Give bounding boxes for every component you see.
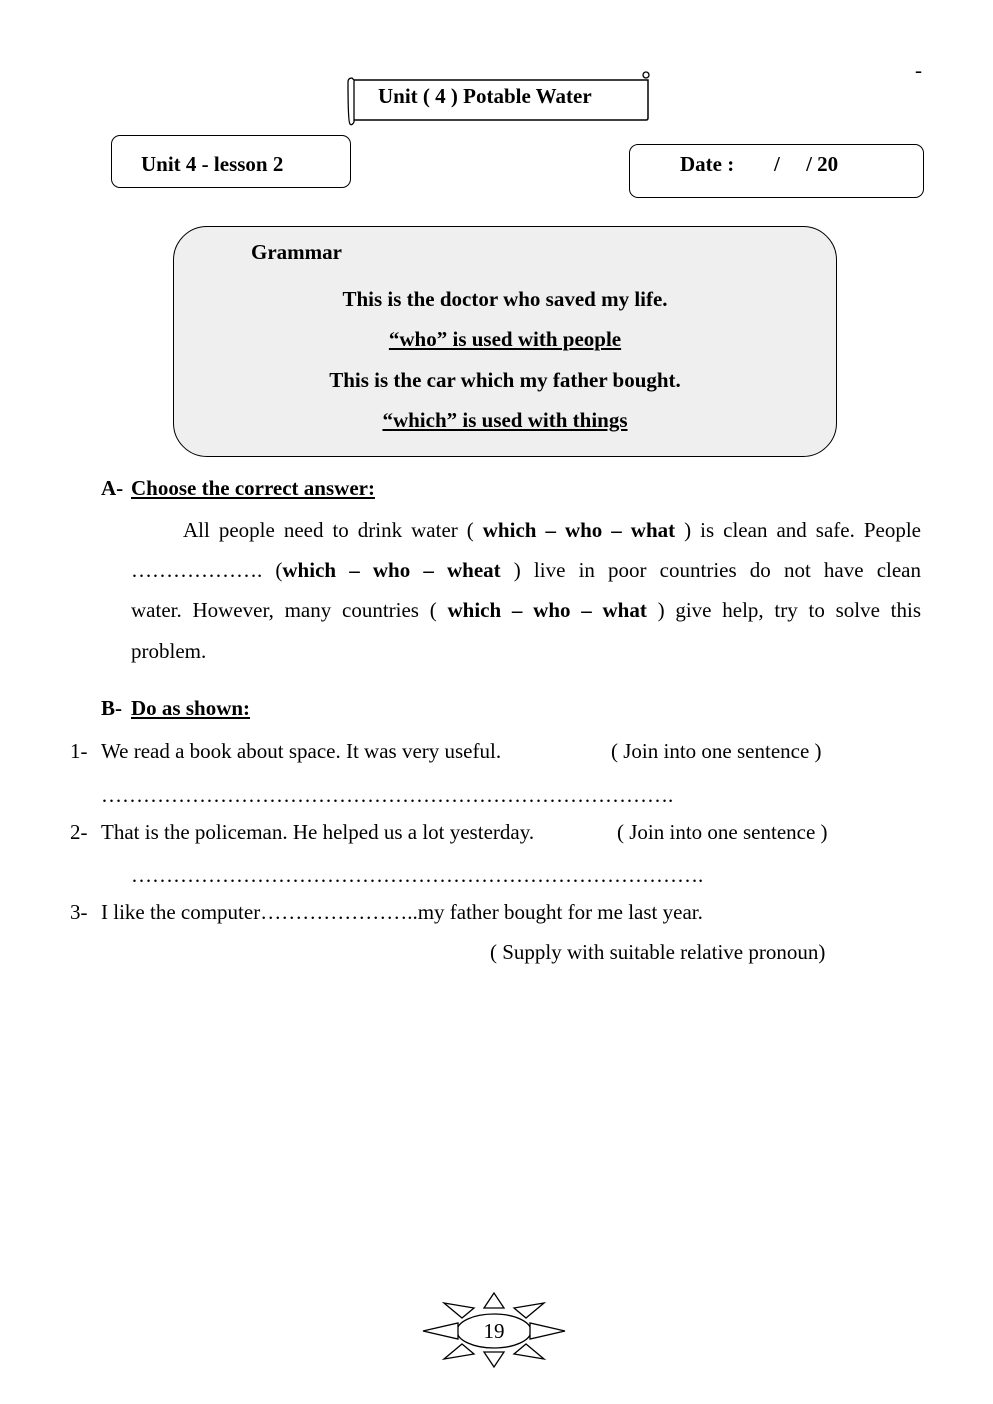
date-value: / / 20 (774, 152, 839, 176)
item-3-instruction: ( Supply with suitable relative pronoun) (490, 940, 826, 964)
item-1-number: 1- (70, 739, 88, 763)
passage-line-3 (131, 598, 921, 623)
text: All people need to drink water ( (183, 518, 483, 542)
lesson-label: Unit 4 - lesson 2 (141, 152, 284, 176)
item-3-text: I like the computer…………………..my father bought for me last year. (101, 900, 703, 924)
section-b-title: Do as shown: (131, 696, 251, 720)
blank: ………………. ( (131, 558, 283, 582)
date-label: Date : (680, 152, 735, 176)
section-b-label: B- (101, 696, 122, 720)
text: ) is clean and safe. People (675, 518, 921, 542)
corner-mark: - (915, 58, 922, 82)
item-2-number: 2- (70, 820, 88, 844)
item-2-answer-line[interactable]: ………………………………………………………………………. (131, 863, 704, 887)
grammar-example-2: This is the car which my father bought. (329, 368, 681, 392)
item-1-answer-line[interactable]: ………………………………………………………………………. (101, 783, 674, 807)
passage-line-2 (131, 558, 921, 583)
unit-title: Unit ( 4 ) Potable Water (378, 84, 592, 108)
passage-line-1 (183, 518, 921, 543)
item-2-text: That is the policeman. He helped us a lot yesterday. (101, 820, 535, 844)
choice-options: which – who – what (482, 518, 676, 542)
text: ) live in poor countries do not have clean (500, 558, 922, 582)
item-1-text: We read a book about space. It was very useful. (101, 739, 502, 763)
choice-options: which – who – what (447, 598, 647, 622)
item-3-number: 3- (70, 900, 88, 924)
grammar-example-1: This is the doctor who saved my life. (342, 287, 668, 311)
grammar-rule-2: “which” is used with things (382, 408, 628, 432)
item-2-instruction: ( Join into one sentence ) (617, 820, 828, 844)
text: water. However, many countries ( (131, 598, 448, 622)
grammar-heading: Grammar (251, 240, 342, 264)
grammar-rule-1: “who” is used with people (388, 327, 622, 351)
passage-line-4: problem. (131, 639, 207, 663)
choice-options: which – who – wheat (282, 558, 501, 582)
section-a-title: Choose the correct answer: (131, 476, 375, 500)
text: ) give help, try to solve this (646, 598, 921, 622)
item-1-instruction: ( Join into one sentence ) (611, 739, 822, 763)
section-a-label: A- (101, 476, 124, 500)
page-number: 19 (483, 1319, 505, 1343)
